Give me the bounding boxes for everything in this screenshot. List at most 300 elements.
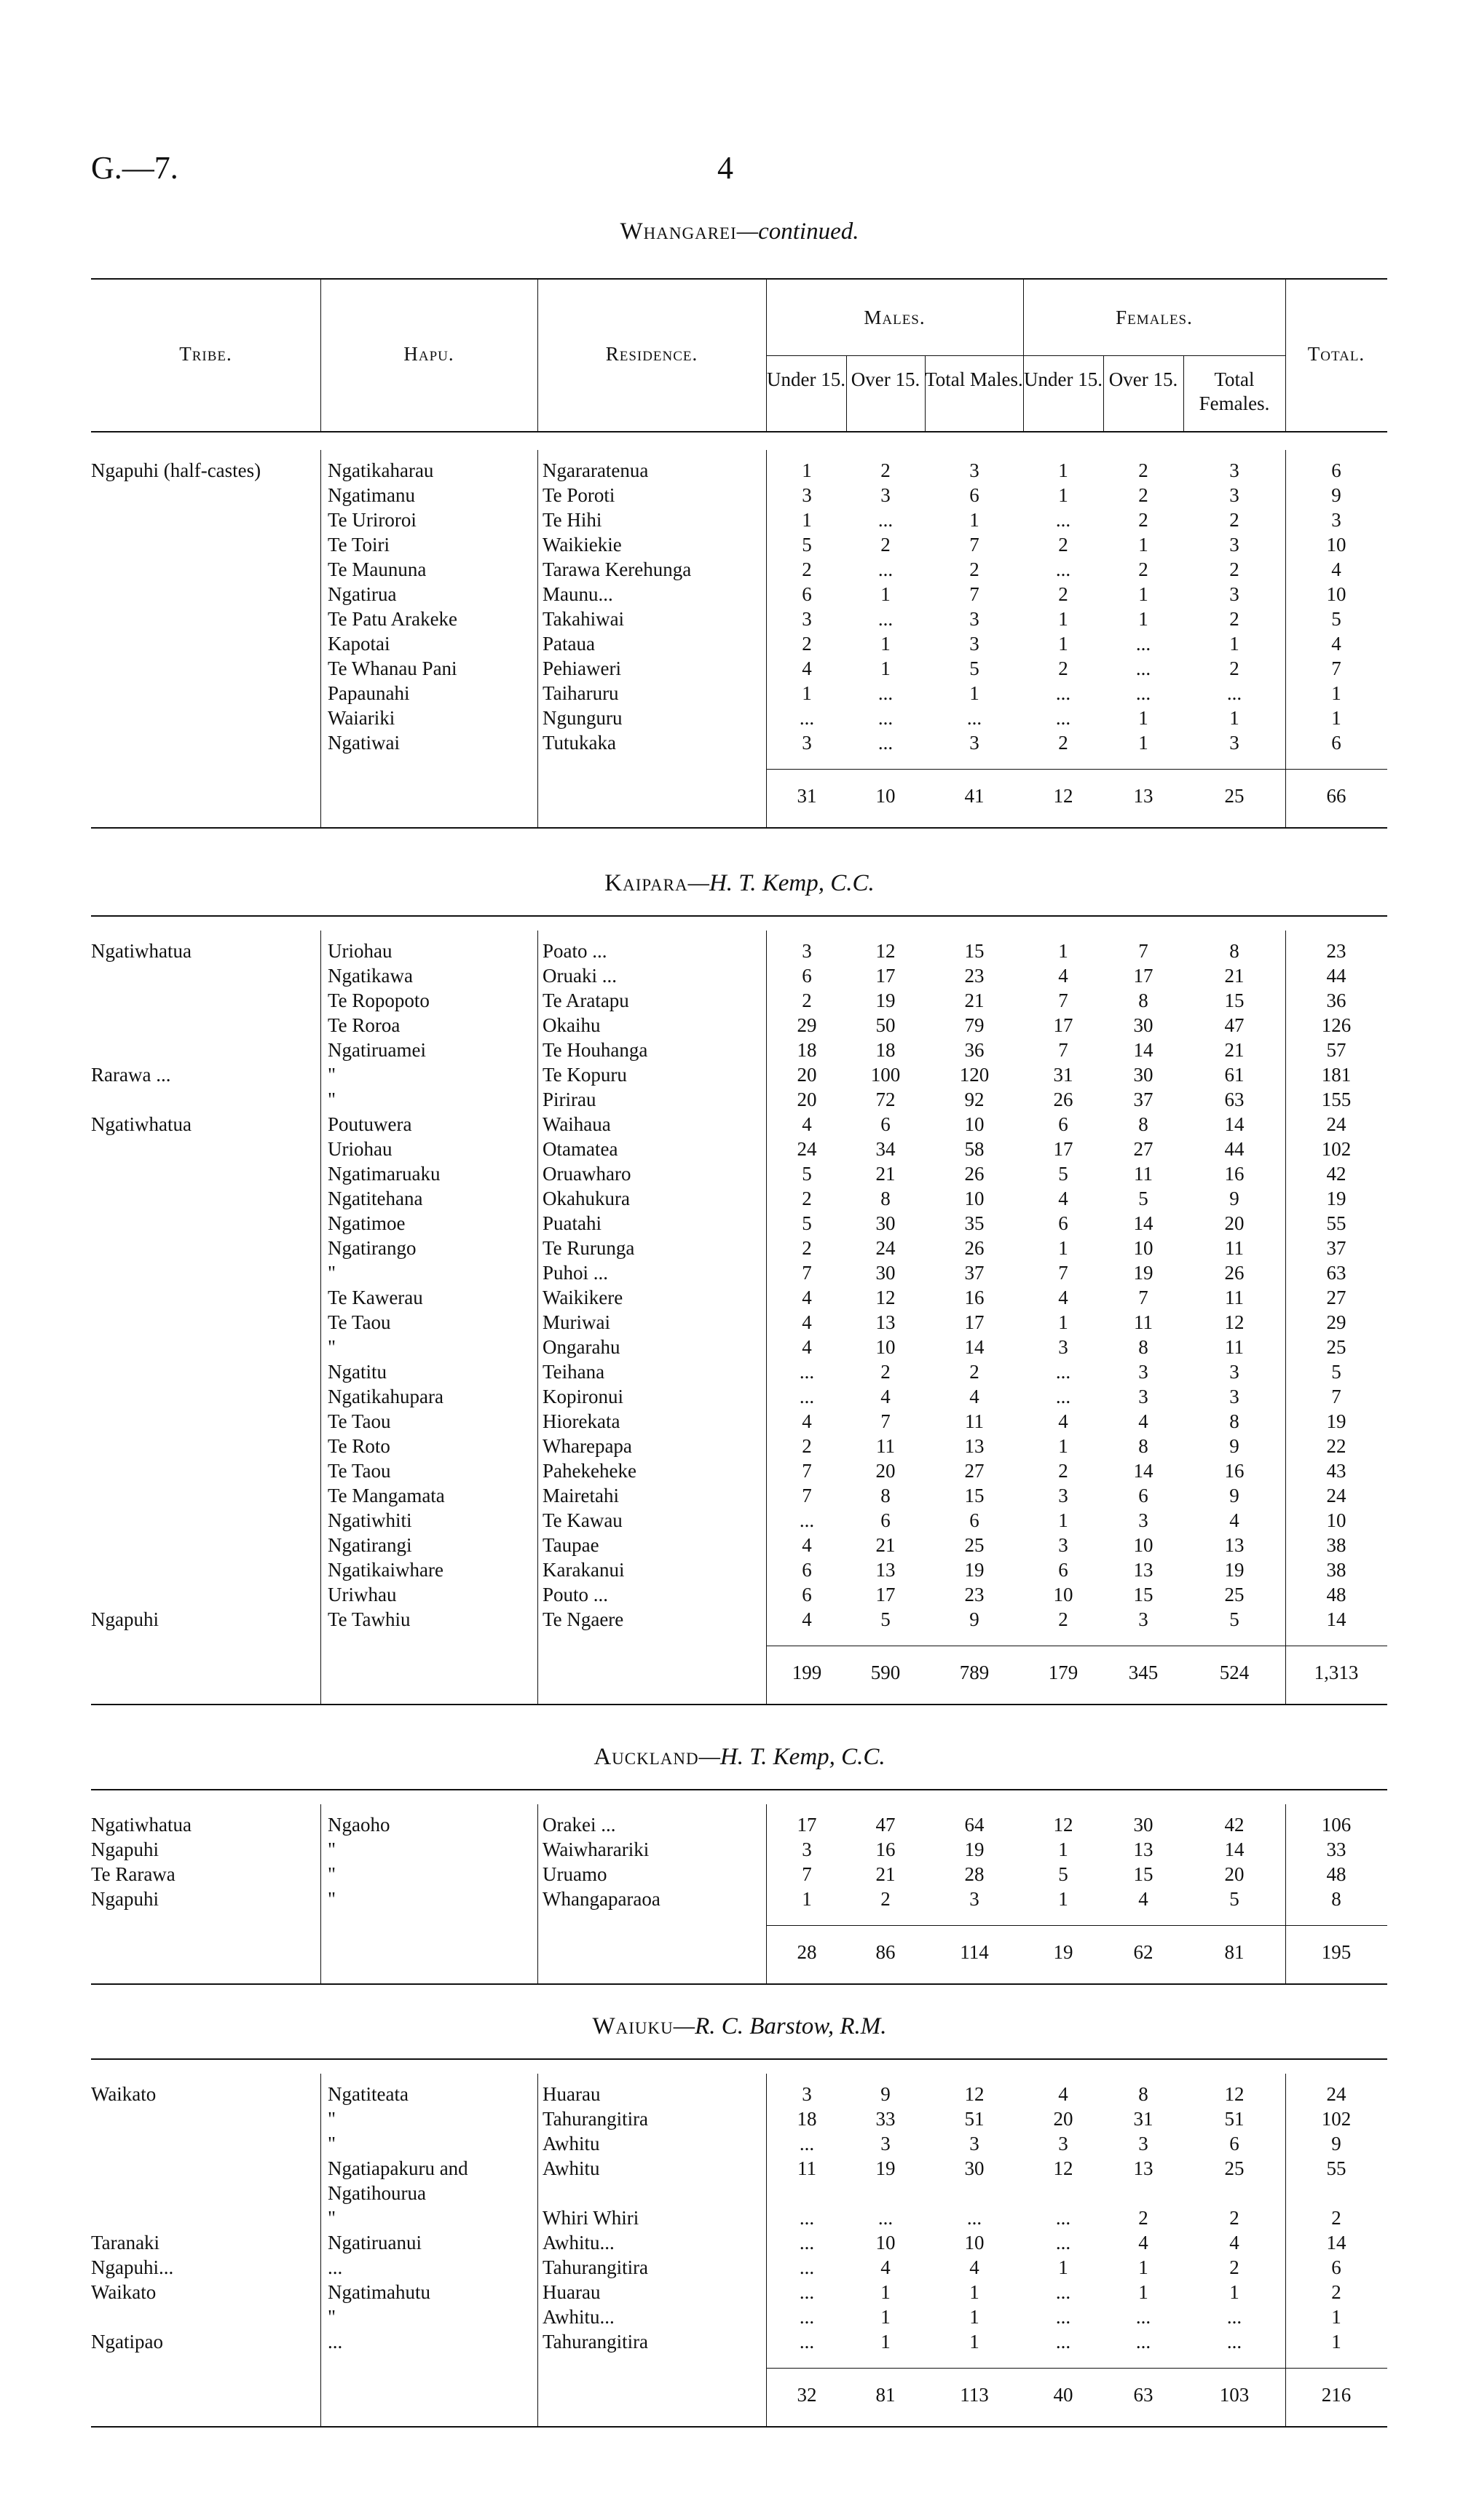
residence-cell: Tarawa Kerehunga <box>543 558 692 580</box>
value-cell: 3 <box>969 2133 979 2154</box>
residence-cell: Te Poroti <box>543 484 615 506</box>
value-cell: 2 <box>1058 583 1068 605</box>
value-cell: 1 <box>1058 2256 1068 2278</box>
value-cell: 2 <box>1229 509 1239 531</box>
value-cell: 1 <box>802 509 812 531</box>
value-cell: 2 <box>1058 534 1068 556</box>
value-cell: 1 <box>969 2281 979 2303</box>
value-cell: 17 <box>797 1814 817 1836</box>
value-cell: 21 <box>875 1534 896 1556</box>
value-cell: 2 <box>802 633 812 655</box>
value-cell: 1 <box>1058 1435 1068 1457</box>
subheader-total-males: Total Males. <box>925 368 1023 390</box>
column-rule <box>766 1804 767 1983</box>
value-cell: ... <box>877 682 894 704</box>
column-rule <box>320 931 321 1704</box>
residence-cell: Puhoi ... <box>543 1262 609 1284</box>
residence-cell: Karakanui <box>543 1559 625 1581</box>
value-cell: 14 <box>1326 1608 1346 1630</box>
value-cell: 10 <box>1326 534 1346 556</box>
value-cell: 7 <box>969 534 979 556</box>
hapu-cell: " <box>328 1064 336 1086</box>
value-cell: 47 <box>1224 1014 1245 1036</box>
hapu-cell: Ngatihourua <box>328 2182 426 2204</box>
value-cell: 29 <box>1326 1311 1346 1333</box>
residence-cell: Awhitu... <box>543 2306 615 2328</box>
value-cell: ... <box>877 707 894 729</box>
residence-cell: Pehiaweri <box>543 657 621 679</box>
value-cell: 55 <box>1326 1212 1346 1234</box>
hapu-cell: Ngatimanu <box>328 484 415 506</box>
hapu-cell: Te Mangamata <box>328 1485 445 1506</box>
value-cell: ... <box>1055 1386 1071 1407</box>
total-cell: 62 <box>1133 1941 1153 1963</box>
value-cell: 26 <box>964 1163 985 1185</box>
value-cell: 17 <box>875 1584 896 1605</box>
value-cell: 21 <box>875 1863 896 1885</box>
hapu-cell: Te Roroa <box>328 1014 401 1036</box>
value-cell: 6 <box>802 1584 812 1605</box>
value-cell: 38 <box>1326 1534 1346 1556</box>
hapu-cell: " <box>328 2207 336 2229</box>
total-cell: 12 <box>1053 785 1073 807</box>
section-officer: —continued. <box>736 218 859 245</box>
value-cell: 1 <box>1229 707 1239 729</box>
value-cell: 7 <box>1331 657 1341 679</box>
value-cell: 9 <box>1229 1435 1239 1457</box>
value-cell: 1 <box>1229 2281 1239 2303</box>
value-cell: 21 <box>1224 965 1245 987</box>
total-cell: 195 <box>1321 1941 1352 1963</box>
tribe-cell: Ngapuhi <box>91 1888 159 1910</box>
value-cell: 6 <box>802 583 812 605</box>
page-number: 4 <box>717 150 733 186</box>
residence-cell: Waihaua <box>543 1113 611 1135</box>
section-place: Kaipara <box>604 870 688 896</box>
value-cell: ... <box>1055 509 1071 531</box>
value-cell: 33 <box>875 2108 896 2130</box>
total-cell: 114 <box>960 1941 989 1963</box>
section-title <box>0 1744 1479 1771</box>
column-rule <box>1285 450 1286 827</box>
value-cell: 61 <box>1224 1064 1245 1086</box>
value-cell: 1 <box>969 509 979 531</box>
value-cell: 38 <box>1326 1559 1346 1581</box>
value-cell: 5 <box>1331 608 1341 630</box>
hapu-cell: Ngatitu <box>328 1361 387 1383</box>
value-cell: 7 <box>802 1460 812 1482</box>
value-cell: 5 <box>1331 1361 1341 1383</box>
value-cell: 12 <box>1224 1311 1245 1333</box>
value-cell: 102 <box>1321 1138 1352 1160</box>
value-cell: 4 <box>802 657 812 679</box>
value-cell: 1 <box>1058 1311 1068 1333</box>
value-cell: 4 <box>802 1608 812 1630</box>
total-cell: 66 <box>1326 785 1346 807</box>
value-cell: 1 <box>1229 633 1239 655</box>
value-cell: 2 <box>880 1888 891 1910</box>
value-cell: 30 <box>875 1212 896 1234</box>
value-cell: ... <box>799 1509 815 1531</box>
hapu-cell: Ngatitehana <box>328 1188 423 1209</box>
value-cell: 1 <box>880 657 891 679</box>
value-cell: 20 <box>797 1089 817 1110</box>
residence-cell: Waikiekie <box>543 534 622 556</box>
table-top-rule <box>91 915 1387 917</box>
hapu-cell: Te Ropopoto <box>328 990 430 1011</box>
value-cell: 6 <box>802 965 812 987</box>
hapu-cell: Ngatikawa <box>328 965 413 987</box>
value-cell: ... <box>1055 707 1071 729</box>
value-cell: 6 <box>1331 2256 1341 2278</box>
value-cell: ... <box>1135 633 1151 655</box>
residence-cell: Pahekeheke <box>543 1460 636 1482</box>
value-cell: 10 <box>964 2232 985 2254</box>
total-cell: 41 <box>964 785 985 807</box>
value-cell: ... <box>799 2331 815 2353</box>
value-cell: 2 <box>802 558 812 580</box>
value-cell: 13 <box>1133 1559 1153 1581</box>
value-cell: ... <box>1135 682 1151 704</box>
value-cell: 51 <box>964 2108 985 2130</box>
value-cell: 18 <box>797 1039 817 1061</box>
residence-cell: Tahurangitira <box>543 2331 649 2353</box>
value-cell: 8 <box>1331 1888 1341 1910</box>
value-cell: 1 <box>1058 940 1068 962</box>
total-cell: 81 <box>875 2384 896 2406</box>
value-cell: 3 <box>1229 1386 1239 1407</box>
value-cell: 5 <box>1229 1608 1239 1630</box>
value-cell: 10 <box>1133 1534 1153 1556</box>
hapu-cell: Ngatimaruaku <box>328 1163 441 1185</box>
value-cell: 4 <box>802 1311 812 1333</box>
value-cell: 11 <box>1225 1287 1244 1308</box>
value-cell: ... <box>1055 2232 1071 2254</box>
total-cell: 179 <box>1048 1662 1078 1683</box>
value-cell: ... <box>877 558 894 580</box>
value-cell: 21 <box>875 1163 896 1185</box>
value-cell: 6 <box>969 484 979 506</box>
row-rule <box>766 355 1285 356</box>
residence-cell: Waiwharariki <box>543 1838 650 1860</box>
value-cell: 58 <box>964 1138 985 1160</box>
value-cell: 11 <box>1134 1311 1153 1333</box>
hapu-cell: Ngatiruanui <box>328 2232 422 2254</box>
value-cell: 11 <box>876 1435 895 1457</box>
hapu-header: Hapu. <box>403 343 454 365</box>
value-cell: 24 <box>1326 1113 1346 1135</box>
hapu-cell: " <box>328 1089 336 1110</box>
value-cell: 15 <box>1133 1584 1153 1605</box>
value-cell: 18 <box>875 1039 896 1061</box>
hapu-cell: " <box>328 2133 336 2154</box>
total-cell: 63 <box>1133 2384 1153 2406</box>
value-cell: 63 <box>1326 1262 1346 1284</box>
value-cell: 4 <box>880 2256 891 2278</box>
total-cell: 199 <box>792 1662 822 1683</box>
value-cell: 9 <box>1331 484 1341 506</box>
residence-cell: Te Aratapu <box>543 990 629 1011</box>
value-cell: 30 <box>1133 1014 1153 1036</box>
value-cell: 26 <box>964 1237 985 1259</box>
column-rule <box>1285 931 1286 1704</box>
hapu-cell: Waiariki <box>328 707 395 729</box>
value-cell: 26 <box>1224 1262 1245 1284</box>
value-cell: 11 <box>797 2157 816 2179</box>
hapu-cell: Ngatimoe <box>328 1212 406 1234</box>
value-cell: 1 <box>969 2306 979 2328</box>
value-cell: 3 <box>1229 732 1239 754</box>
value-cell: ... <box>1055 2331 1071 2353</box>
value-cell: 27 <box>1133 1138 1153 1160</box>
males-header: Males. <box>864 307 926 328</box>
value-cell: 15 <box>1224 990 1245 1011</box>
value-cell: 19 <box>875 990 896 1011</box>
value-cell: 2 <box>1229 558 1239 580</box>
value-cell: ... <box>799 2256 815 2278</box>
value-cell: 126 <box>1321 1014 1352 1036</box>
value-cell: 7 <box>880 1410 891 1432</box>
value-cell: 14 <box>1224 1113 1245 1135</box>
value-cell: 20 <box>1224 1863 1245 1885</box>
value-cell: 23 <box>964 965 985 987</box>
value-cell: 11 <box>1225 1336 1244 1358</box>
hapu-cell: " <box>328 1863 336 1885</box>
value-cell: 2 <box>880 459 891 481</box>
value-cell: 17 <box>964 1311 985 1333</box>
value-cell: 92 <box>964 1089 985 1110</box>
value-cell: 2 <box>1229 2207 1239 2229</box>
residence-cell: Awhitu <box>543 2157 600 2179</box>
value-cell: 6 <box>1229 2133 1239 2154</box>
value-cell: 1 <box>1058 459 1068 481</box>
value-cell: 4 <box>1058 1410 1068 1432</box>
value-cell: 19 <box>1224 1559 1245 1581</box>
value-cell: 1 <box>1331 707 1341 729</box>
value-cell: 31 <box>1133 2108 1153 2130</box>
value-cell: 63 <box>1224 1089 1245 1110</box>
value-cell: 4 <box>1229 2232 1239 2254</box>
value-cell: 3 <box>969 633 979 655</box>
value-cell: 31 <box>1053 1064 1073 1086</box>
hapu-cell: Te Kawerau <box>328 1287 423 1308</box>
value-cell: 3 <box>802 1838 812 1860</box>
total-cell: 25 <box>1224 785 1245 807</box>
value-cell: 2 <box>1229 608 1239 630</box>
residence-cell: Waikikere <box>543 1287 623 1308</box>
value-cell: 19 <box>1326 1188 1346 1209</box>
hapu-cell: Ngatirangi <box>328 1534 412 1556</box>
hapu-cell: Ngatiruamei <box>328 1039 426 1061</box>
value-cell: ... <box>1226 2331 1242 2353</box>
value-cell: 15 <box>964 940 985 962</box>
value-cell: 2 <box>1138 484 1148 506</box>
column-rule <box>925 355 926 431</box>
hapu-cell: ... <box>328 2256 343 2278</box>
column-rule <box>1103 355 1104 431</box>
column-rule <box>766 2074 767 2426</box>
tribe-cell: Waikato <box>91 2281 157 2303</box>
residence-cell: Otamatea <box>543 1138 618 1160</box>
value-cell: ... <box>1055 2306 1071 2328</box>
value-cell: 1 <box>880 633 891 655</box>
hapu-cell: " <box>328 2306 336 2328</box>
value-cell: ... <box>1055 558 1071 580</box>
value-cell: 12 <box>1053 1814 1073 1836</box>
value-cell: 19 <box>1133 1262 1153 1284</box>
residence-cell: Ngunguru <box>543 707 623 729</box>
value-cell: ... <box>799 2281 815 2303</box>
residence-cell: Poato ... <box>543 940 607 962</box>
value-cell: 3 <box>802 732 812 754</box>
value-cell: 3 <box>969 732 979 754</box>
total-cell: 216 <box>1321 2384 1352 2406</box>
value-cell: 20 <box>797 1064 817 1086</box>
value-cell: 8 <box>1229 1410 1239 1432</box>
value-cell: 34 <box>875 1138 896 1160</box>
value-cell: 7 <box>802 1863 812 1885</box>
value-cell: 11 <box>1134 1163 1153 1185</box>
value-cell: ... <box>799 2232 815 2254</box>
value-cell: 1 <box>802 459 812 481</box>
column-rule <box>537 450 538 827</box>
value-cell: 2 <box>802 990 812 1011</box>
section-place: Auckland <box>593 1744 699 1770</box>
value-cell: 16 <box>964 1287 985 1308</box>
hapu-cell: Te Tawhiu <box>328 1608 411 1630</box>
value-cell: 4 <box>802 1534 812 1556</box>
value-cell: 3 <box>802 484 812 506</box>
column-rule <box>1023 278 1024 431</box>
residence-cell: Whiri Whiri <box>543 2207 639 2229</box>
tribe-cell: Rarawa ... <box>91 1064 171 1086</box>
value-cell: 2 <box>1229 657 1239 679</box>
hapu-cell: Ngatiteata <box>328 2083 409 2105</box>
hapu-cell: " <box>328 1888 336 1910</box>
value-cell: 3 <box>880 2133 891 2154</box>
column-rule <box>537 931 538 1704</box>
residence-cell: Teihana <box>543 1361 605 1383</box>
hapu-cell: Ngatikaharau <box>328 459 434 481</box>
value-cell: 4 <box>1331 558 1341 580</box>
total-cell: 40 <box>1053 2384 1073 2406</box>
residence-cell: Te Kawau <box>543 1509 623 1531</box>
value-cell: 1 <box>1138 534 1148 556</box>
residence-cell: Whangaparaoa <box>543 1888 660 1910</box>
section-title <box>0 218 1479 245</box>
value-cell: 14 <box>964 1336 985 1358</box>
hapu-cell: Ngatimahutu <box>328 2281 430 2303</box>
value-cell: 1 <box>802 1888 812 1910</box>
value-cell: 3 <box>1138 1386 1148 1407</box>
value-cell: 2 <box>1229 2256 1239 2278</box>
value-cell: 8 <box>1138 1113 1148 1135</box>
value-cell: 6 <box>969 1509 979 1531</box>
value-cell: 6 <box>1331 459 1341 481</box>
value-cell: 4 <box>969 2256 979 2278</box>
value-cell: 17 <box>875 965 896 987</box>
residence-cell: Kopironui <box>543 1386 623 1407</box>
value-cell: 1 <box>1058 608 1068 630</box>
value-cell: 5 <box>802 534 812 556</box>
value-cell: 3 <box>1229 484 1239 506</box>
value-cell: 1 <box>969 682 979 704</box>
value-cell: 8 <box>1138 990 1148 1011</box>
value-cell: 17 <box>1053 1138 1073 1160</box>
value-cell: 7 <box>969 583 979 605</box>
value-cell: 4 <box>1138 1888 1148 1910</box>
total-cell: 789 <box>959 1662 990 1683</box>
hapu-cell: Ngatikaiwhare <box>328 1559 443 1581</box>
value-cell: 3 <box>1229 459 1239 481</box>
value-cell: 8 <box>1138 1435 1148 1457</box>
tribe-cell: Ngapuhi <box>91 1838 159 1860</box>
females-header: Females. <box>1116 307 1193 328</box>
hapu-cell: Uriwhau <box>328 1584 397 1605</box>
residence-cell: Huarau <box>543 2083 601 2105</box>
hapu-cell: Te Uriroroi <box>328 509 417 531</box>
column-rule <box>846 355 847 431</box>
value-cell: 36 <box>964 1039 985 1061</box>
value-cell: ... <box>877 608 894 630</box>
value-cell: 5 <box>1229 1888 1239 1910</box>
value-cell: 3 <box>1229 534 1239 556</box>
value-cell: ... <box>1135 2331 1151 2353</box>
hapu-cell: Papaunahi <box>328 682 410 704</box>
section-officer: —R. C. Barstow, R.M. <box>673 2013 887 2039</box>
value-cell: 19 <box>875 2157 896 2179</box>
residence-cell: Tahurangitira <box>543 2256 649 2278</box>
residence-cell: Wharepapa <box>543 1435 632 1457</box>
value-cell: 16 <box>1224 1460 1245 1482</box>
total-cell: 113 <box>960 2384 989 2406</box>
value-cell: 2 <box>1058 732 1068 754</box>
value-cell: 8 <box>1138 2083 1148 2105</box>
value-cell: 36 <box>1326 990 1346 1011</box>
section-title <box>0 2013 1479 2040</box>
row-rule <box>766 769 1387 770</box>
value-cell: 24 <box>1326 2083 1346 2105</box>
residence-cell: Huarau <box>543 2281 601 2303</box>
value-cell: ... <box>1055 2281 1071 2303</box>
value-cell: 5 <box>1058 1863 1068 1885</box>
header-bottom-rule <box>91 431 1387 432</box>
page-code: G.—7. <box>91 150 178 186</box>
table-top-rule <box>91 278 1387 280</box>
value-cell: 2 <box>1058 1608 1068 1630</box>
value-cell: 2 <box>1331 2281 1341 2303</box>
value-cell: 1 <box>1138 2281 1148 2303</box>
value-cell: ... <box>799 2133 815 2154</box>
column-rule <box>320 1804 321 1983</box>
value-cell: 1 <box>1331 682 1341 704</box>
value-cell: 64 <box>964 1814 985 1836</box>
value-cell: 8 <box>1229 940 1239 962</box>
hapu-cell: Te Whanau Pani <box>328 657 457 679</box>
residence-cell: Puatahi <box>543 1212 602 1234</box>
value-cell: 44 <box>1224 1138 1245 1160</box>
value-cell: 3 <box>1138 1608 1148 1630</box>
value-cell: 1 <box>880 2306 891 2328</box>
residence-cell: Awhitu <box>543 2133 600 2154</box>
value-cell: 2 <box>1058 1460 1068 1482</box>
value-cell: 2 <box>802 1188 812 1209</box>
value-cell: 1 <box>880 583 891 605</box>
value-cell: 2 <box>1058 657 1068 679</box>
value-cell: 9 <box>1229 1188 1239 1209</box>
residence-cell: Pouto ... <box>543 1584 609 1605</box>
value-cell: 10 <box>964 1188 985 1209</box>
